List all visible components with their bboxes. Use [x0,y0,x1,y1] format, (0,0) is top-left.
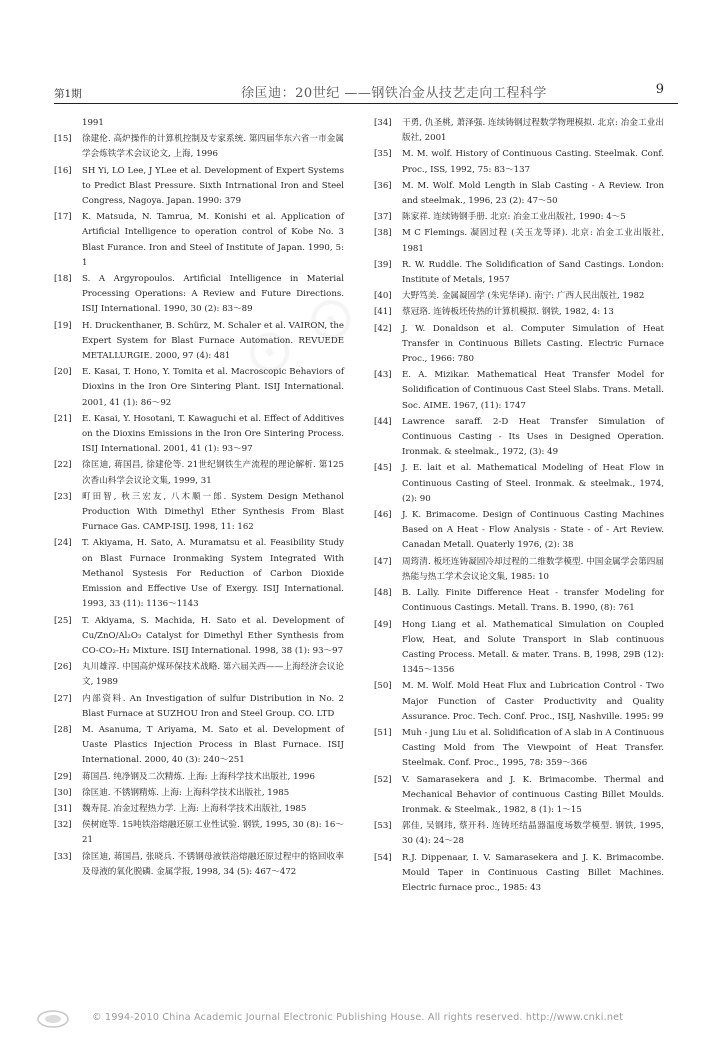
reference-text: 徐建伦. 高炉操作的计算机控制及专家系统. 第四届华东六省一市金属学会炼铁学术会议论文, 上海, 1996 [82,134,344,160]
reference-number: [53] [374,821,392,832]
reference-number: [38] [374,228,392,239]
reference-text: M C Flemings. 凝固过程 (关玉龙等译). 北京: 冶金工业出版社, 1981 [402,228,664,254]
reference-number: [18] [54,274,72,285]
reference-text: 丸川雄淳. 中国高炉煤环保技术战略. 第六届关西——上海经济会议论文, 1989 [82,662,344,688]
reference-number: [19] [54,320,72,331]
reference-number: [25] [54,615,72,626]
reference-text: 徐匡迪. 不锈钢精炼. 上海: 上海科学技术出版社, 1985 [82,787,290,798]
reference-text: Hong Liang et al. Mathematical Simulation on Coupled Flow, Heat, and Solute Transport in Slab continuous Casting Process. Metall. & mater. Trans. B, 1998, 29B (12): 1345～1356 [402,619,664,676]
reference-item [54,164,344,210]
reference-number: [47] [374,556,392,567]
reference-number: [46] [374,510,392,521]
reference-text: H. Druckenthaner, B. Schürz, M. Schaler et al. VAIRON, the Expert System for Blast Furnace Automation. REVUEDE METALLURGIE. 2000, 97 (4): 481 [82,320,344,362]
header-rule [54,103,678,104]
reference-text: Muh - jung Liu et al. Solidification of A slab in A Continuous Casting Mold from The Viewpoint of Heat Transfer. Steelmak. Conf. Proc., 1995, 78: 359～366 [402,727,664,769]
reference-item [54,458,344,488]
copyright-text: © 1994-2010 China Academic Journal Electronic Publishing House. All rights reserved. http://www.cnki.net [92,1012,624,1023]
reference-number: [35] [374,149,392,160]
reference-item [374,773,664,819]
reference-item [374,179,664,209]
reference-number: [22] [54,460,72,471]
reference-number: [41] [374,307,392,318]
reference-text: 干勇, 仇圣桃, 萧泽强. 连续铸钢过程数学物理模拟. 北京: 冶金工业出版社, 2001 [402,118,664,144]
reference-number: [54] [374,852,392,863]
reference-item [54,850,344,880]
reference-item [54,770,344,785]
reference-number: [31] [54,803,72,814]
reference-text: T. Akiyama, H. Sato, A. Muramatsu et al. Feasibility Study on Blast Furnace Ironmaking System Integrated With Methanol Systesis For Reduction of Carbon Dioxide Emission and Effective Use of Exergy. ISIJ International. 1993, 33 (11): 1136～1143 [82,538,344,610]
reference-text: M. M. Wolf. Mold Length in Slab Casting - A Review. Iron and steelmak., 1996, 23 (2): 47～50 [402,180,664,207]
reference-text: E. Kasai, T. Hono, Y. Tomita et al. Macroscopic Behaviors of Dioxins in the Iron Ore Sintering Plant. ISIJ International. 2001, 41 (1): 86～92 [82,367,344,408]
reference-text: K. Matsuda, N. Tamrua, M. Konishi et al. Application of Artificial Intelligence to operation control of Kobe No. 3 Blast Furance. Iron and Steel of Institute of Japan. 1990, 5: 1 [82,212,344,268]
reference-number: [52] [374,774,392,785]
reference-text: T. Akiyama, S. Machida, H. Sato et al. Development of Cu/ZnO/Al₂O₃ Catalyst for Dimethyl Ether Synthesis from CO-CO₂-H₂ Mixture. ISIJ International. 1998, 38 (1): 93～97 [82,615,344,656]
reference-item [54,412,344,458]
reference-item [54,818,344,848]
reference-number: [32] [54,820,72,831]
reference-item [54,490,344,536]
reference-number: [20] [54,367,72,378]
reference-number: [26] [54,662,72,673]
reference-text: E. Kasai, Y. Hosotani, T. Kawaguchi et al. Effect of Additives on the Dioxins Emissions in the Iron Ore Sintering Process. ISIJ International. 2001, 41 (1): 93～97 [82,413,344,455]
reference-text: 徐匡迪, 蒋国昌, 张晓兵. 不锈钢母液铁浴熔融还原过程中的铬回收率及母液的氧化脱磷. 金属学报, 1998, 34 (5): 467～472 [82,851,344,877]
reference-item [54,786,344,801]
reference-text: 侯树庭等. 15吨铁浴熔融还原工业性试验. 钢铁, 1995, 30 (8): 16～21 [82,820,344,846]
reference-text: V. Samarasekera and J. K. Brimacombe. Thermal and Mechanical Behavior of continuous Casting Billet Moulds. Ironmak. & Steelmak., 1982, 8 (1): 1～15 [402,774,664,815]
reference-text: 1991 [82,118,104,128]
reference-text: 大野笃美. 金属凝固学 (朱宪华译). 南宁: 广西人民出版社, 1982 [402,291,645,302]
reference-number: [16] [54,165,72,176]
page-footer [36,1008,716,1032]
reference-number: [39] [374,259,392,270]
reference-text: Lawrence saraff. 2-D Heat Transfer Simulation of Continuous Casting - Its Uses in Designed Operation. Ironmak. & steelmak., 1972, (3): 49 [402,416,664,458]
reference-number: [45] [374,463,392,474]
reference-text: R. W. Ruddle. The Solidification of Sand Castings. London: Institute of Metals, 1957 [402,259,664,286]
reference-item [374,147,664,177]
references-right-column [374,116,664,897]
reference-text: S. A Argyropoulos. Artificial Intelligence in Material Processing Operations: A Review and Future Directions. ISIJ International. 1990, 30 (2): 83～89 [82,274,344,315]
reference-text: 町田智, 秋三宏友, 八木顺一郎. System Design Methanol Production With Dimethyl Ether Synthesis From Blast Furnace Gas. CAMP-ISIJ. 1998, 11: 162 [82,491,344,533]
reference-item [54,614,344,660]
reference-text: 周筠清. 板坯连铸凝固冷却过程的二维数学模型. 中国金属学会第四届热能与热工学术会议论文集, 1985: 10 [402,556,664,582]
reference-number: [29] [54,771,72,782]
reference-number: [21] [54,413,72,424]
reference-item [54,536,344,612]
reference-text: 徐匡迪, 蒋国昌, 徐建伦等. 21世纪钢铁生产流程的理论解析. 第125次香山科学会议论文集, 1999, 31 [82,460,344,486]
reference-text: J. W. Donaldson et al. Computer Simulation of Heat Transfer in Continuous Billets Casting. Electric Furnace Proc., 1966: 780 [402,323,664,365]
reference-item [54,132,344,162]
reference-number: [48] [374,588,392,599]
reference-number: [24] [54,538,72,549]
reference-item [54,210,344,271]
reference-number: [15] [54,134,72,145]
reference-item [54,116,344,131]
reference-text: 陈家祥. 连续铸钢手册. 北京: 冶金工业出版社, 1990: 4～5 [402,212,626,223]
references-left-column [54,116,344,881]
reference-number: [40] [374,291,392,302]
page-header [54,82,678,102]
reference-item [374,461,664,507]
reference-item [374,508,664,554]
reference-number: [23] [54,491,72,502]
reference-number: [17] [54,212,72,223]
reference-text: 蒋国昌. 纯净钢及二次精炼. 上海: 上海科学技术出版社, 1996 [82,771,315,782]
reference-number: [44] [374,416,392,427]
reference-number: [33] [54,851,72,862]
reference-number: [51] [374,727,392,738]
reference-text: M. M. wolf. History of Continuous Casting. Steelmak. Conf. Proc., ISS, 1992, 75: 83～137 [402,149,664,175]
reference-text: SH Yi, LO Lee, J YLee et al. Development of Expert Systems to Predict Blast Pressure. Sixth Intrnational Iron and Steel Congress, Nagoya. Japan. 1990: 379 [82,165,344,207]
reference-text: B. Lally. Finite Difference Heat - transfer Modeling for Continuous Castings. Metall. Trans. B. 1990, (8): 761 [402,588,664,614]
reference-item [54,692,344,722]
reference-number: [30] [54,787,72,798]
reference-text: 蔡冠珞. 连铸板坯传热的计算机模拟. 钢铁, 1982, 4: 13 [402,307,614,318]
reference-item [374,116,664,146]
reference-item [374,819,664,849]
reference-text: E. A. Mizikar. Mathematical Heat Transfer Model for Solidification of Continuous Cast Steel Slabs. Trans. Metall. Soc. AIME. 1967, (11): 1747 [402,370,664,411]
reference-text: 内部资料. An Investigation of sulfur Distribution in No. 2 Blast Furnace at SUZHOU Iron and Steel Group. CO. LTD [82,693,344,719]
reference-text: R.J. Dippenaar, I. V. Samarasekera and J. K. Brimacombe. Mould Taper in Continuous Casting Billet Machines. Electric furnace proc., 1985: 43 [402,852,664,893]
reference-item [374,555,664,585]
cnki-logo-icon [36,1008,70,1030]
reference-item [374,226,664,256]
reference-item [374,679,664,725]
reference-item [374,415,664,461]
issue-label: 第1期 [54,88,82,100]
reference-item [54,365,344,411]
reference-text: J. E. lait et al. Mathematical Modeling of Heat Flow in Continuous Casting of Steel. Ironmak. & steelmak., 1974, (2): 90 [402,463,664,504]
reference-text: J. K. Brimacome. Design of Continuous Casting Machines Based on A Heat - Flow Analysis - State - of - Art Review. Canadan Metall. Quaterly 1976, (2): 38 [402,510,664,551]
page-number: 9 [655,82,664,97]
reference-item [54,272,344,318]
running-title: 徐匡迪：20世纪 ——钢铁冶金从技艺走向工程科学 [241,86,547,101]
reference-item [54,660,344,690]
reference-item [54,319,344,365]
reference-item [374,851,664,897]
reference-item [374,258,664,288]
reference-item [54,802,344,817]
reference-number: [36] [374,180,392,191]
reference-number: [28] [54,724,72,735]
reference-number: [37] [374,212,392,223]
reference-text: M. Asanuma, T Ariyama, M. Sato et al. Development of Uaste Plastics Injection Process in Blast Furnace. ISIJ International. 2000, 40 (3): 240～251 [82,724,344,766]
reference-text: 郭佳, 吴钢玮, 蔡开科. 连铸坯结晶器温度场数学模型. 钢铁, 1995, 30 (4): 24～28 [402,821,664,847]
reference-item [374,726,664,772]
reference-item [54,723,344,769]
reference-item [374,586,664,616]
reference-text: 魏寿昆. 冶金过程热力学. 上海: 上海科学技术出版社, 1985 [82,803,307,814]
reference-item [374,368,664,414]
reference-item [374,618,664,679]
reference-number: [49] [374,619,392,630]
reference-text: M. M. Wolf. Mold Heat Flux and Lubrication Control - Two Major Function of Caster Productivity and Quality Assurance. Proc. Tech. Conf. Proc., ISIJ, Nashville. 1995: 99 [402,681,664,722]
reference-item [374,210,664,225]
reference-number: [50] [374,681,392,692]
reference-number: [27] [54,693,72,704]
reference-number: [34] [374,118,392,128]
reference-item [374,322,664,368]
reference-item [374,305,664,320]
reference-item [374,289,664,304]
reference-number: [43] [374,370,392,381]
reference-number: [42] [374,323,392,334]
